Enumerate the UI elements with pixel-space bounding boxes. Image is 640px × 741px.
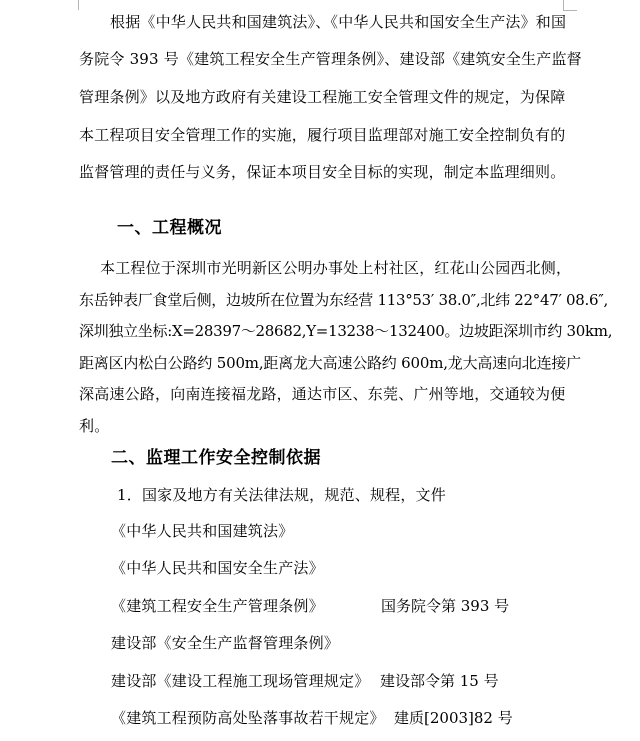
intro-line-3: 管理条例》以及地方政府有关建设工程施工安全管理文件的规定，为保障 (79, 88, 566, 106)
intro-line-1: 根据《中华人民共和国建筑法》、《中华人民共和国安全生产法》和国 (110, 13, 567, 31)
law-item-5-ref: 建设部令第 15 号 (380, 672, 499, 690)
section1-heading: 一、工程概况 (117, 218, 222, 238)
law-item-6-ref: 建质[2003]82 号 (394, 709, 513, 727)
law-item-2: 《中华人民共和国安全生产法》 (111, 559, 324, 577)
section1-line-6: 利。 (79, 417, 110, 435)
section1-line-3: 深圳独立坐标:X=28397～28682,Y=13238～132400。边坡距深圳市约 30km, (79, 322, 613, 340)
section1-line-2: 东岳钟表厂食堂后侧，边坡所在位置为东经营 113°53′ 38.0″,北纬 22°47′ 08.6″, (79, 291, 609, 309)
section1-line-4: 距离区内松白公路约 500m,距离龙大高速公路约 600m,龙大高速向北连接广 (79, 354, 581, 372)
law-item-3-ref: 国务院令第 393 号 (381, 597, 510, 615)
crop-mark-top-right-h (563, 10, 577, 11)
law-item-3: 《建筑工程安全生产管理条例》 (111, 597, 324, 615)
section1-line-1: 本工程位于深圳市光明新区公明办事处上村社区，红花山公园西北侧， (100, 259, 572, 277)
section2-subheading: 1．国家及地方有关法律法规，规范、规程，文件 (117, 486, 446, 504)
intro-line-5: 监督管理的责任与义务，保证本项目安全目标的实现，制定本监理细则。 (79, 163, 566, 181)
law-item-4: 建设部《安全生产监督管理条例》 (111, 634, 340, 652)
section2-heading: 二、监理工作安全控制依据 (111, 448, 321, 468)
crop-mark-top-right-v (563, 0, 564, 10)
law-item-1: 《中华人民共和国建筑法》 (111, 522, 294, 540)
intro-line-4: 本工程项目安全管理工作的实施，履行项目监理部对施工安全控制负有的 (79, 126, 566, 144)
crop-mark-top-left-v (78, 0, 79, 10)
law-item-5: 建设部《建设工程施工现场管理规定》 (111, 672, 370, 690)
law-item-6: 《建筑工程预防高处坠落事故若干规定》 (111, 709, 385, 727)
section1-line-5: 深高速公路，向南连接福龙路，通达市区、东莞、广州等地，交通较为便 (79, 385, 566, 403)
intro-line-2: 务院令 393 号《建筑工程安全生产管理条例》、建设部《建筑安全生产监督 (79, 50, 582, 68)
